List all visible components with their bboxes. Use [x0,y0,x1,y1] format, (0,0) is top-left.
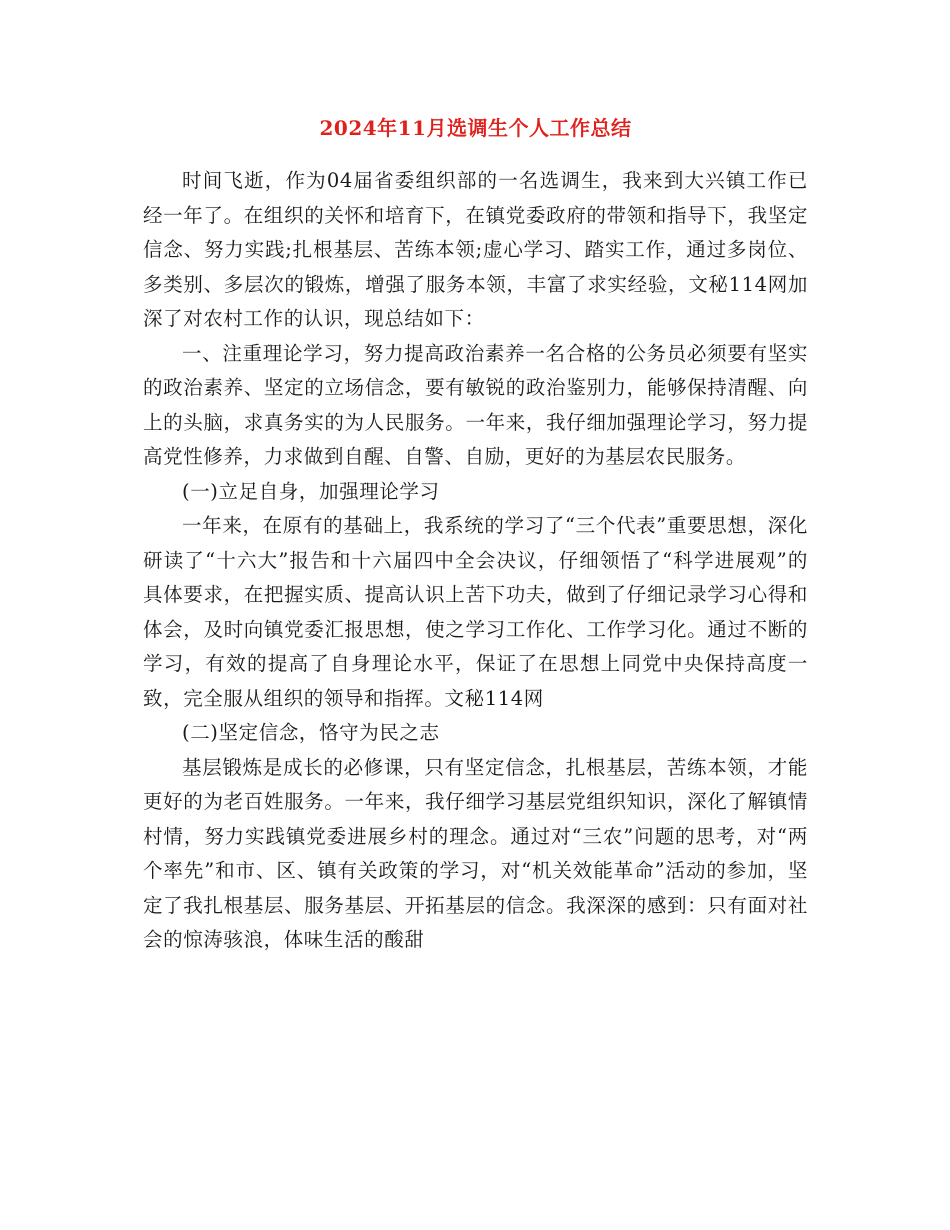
paragraph-grassroots: 基层锻炼是成长的必修课，只有坚定信念，扎根基层，苦练本领，才能更好的为老百姓服务。一年来，我仔细学习基层党组织知识，深化了解镇情村情，努力实践镇党委进展乡村的理念。通过对“三农”问题的思考，对“两个率先”和市、区、镇有关政策的学习，对“机关效能革命”活动的参加，坚定了我扎根基层、服务基层、开拓基层的信念。我深深的感到：只有面对社会的惊涛骇浪，体味生活的酸甜 [143,755,808,951]
document-page [143,112,808,958]
subheading-two: (二)坚定信念，恪守为民之志 [182,721,440,744]
subheading-one: (一)立足自身，加强理论学习 [182,479,440,503]
paragraph-intro: 时间飞逝，作为04届省委组织部的一名选调生，我来到大兴镇工作已经一年了。在组织的关怀和培育下，在镇党委政府的带领和指导下，我坚定信念、努力实践;扎根基层、苦练本领;虚心学习、踏实工作，通过多岗位、多类别、多层次的锻炼，增强了服务本领，丰富了求实经验，文秘114网加深了对农村工作的认识，现总结如下： [143,169,808,330]
paragraph-theory-study: 一年来，在原有的基础上，我系统的学习了“三个代表”重要思想，深化研读了“十六大”报告和十六届四中全会决议，仔细领悟了“科学进展观”的具体要求，在把握实质、提高认识上苦下功夫，做到了仔细记录学习心得和体会，及时向镇党委汇报思想，使之学习工作化、工作学习化。通过不断的学习，有效的提高了自身理论水平，保证了在思想上同党中央保持高度一致，完全服从组织的领导和指挥。文秘114网 [143,514,808,710]
paragraph-section-one: 一、注重理论学习，努力提高政治素养一名合格的公务员必须要有坚实的政治素养、坚定的立场信念，要有敏锐的政治鉴别力，能够保持清醒、向上的头脑，求真务实的为人民服务。一年来，我仔细加强理论学习，努力提高党性修养，力求做到自醒、自警、自励，更好的为基层农民服务。 [143,341,808,468]
document-title: 2024年11月选调生个人工作总结 [319,116,632,140]
